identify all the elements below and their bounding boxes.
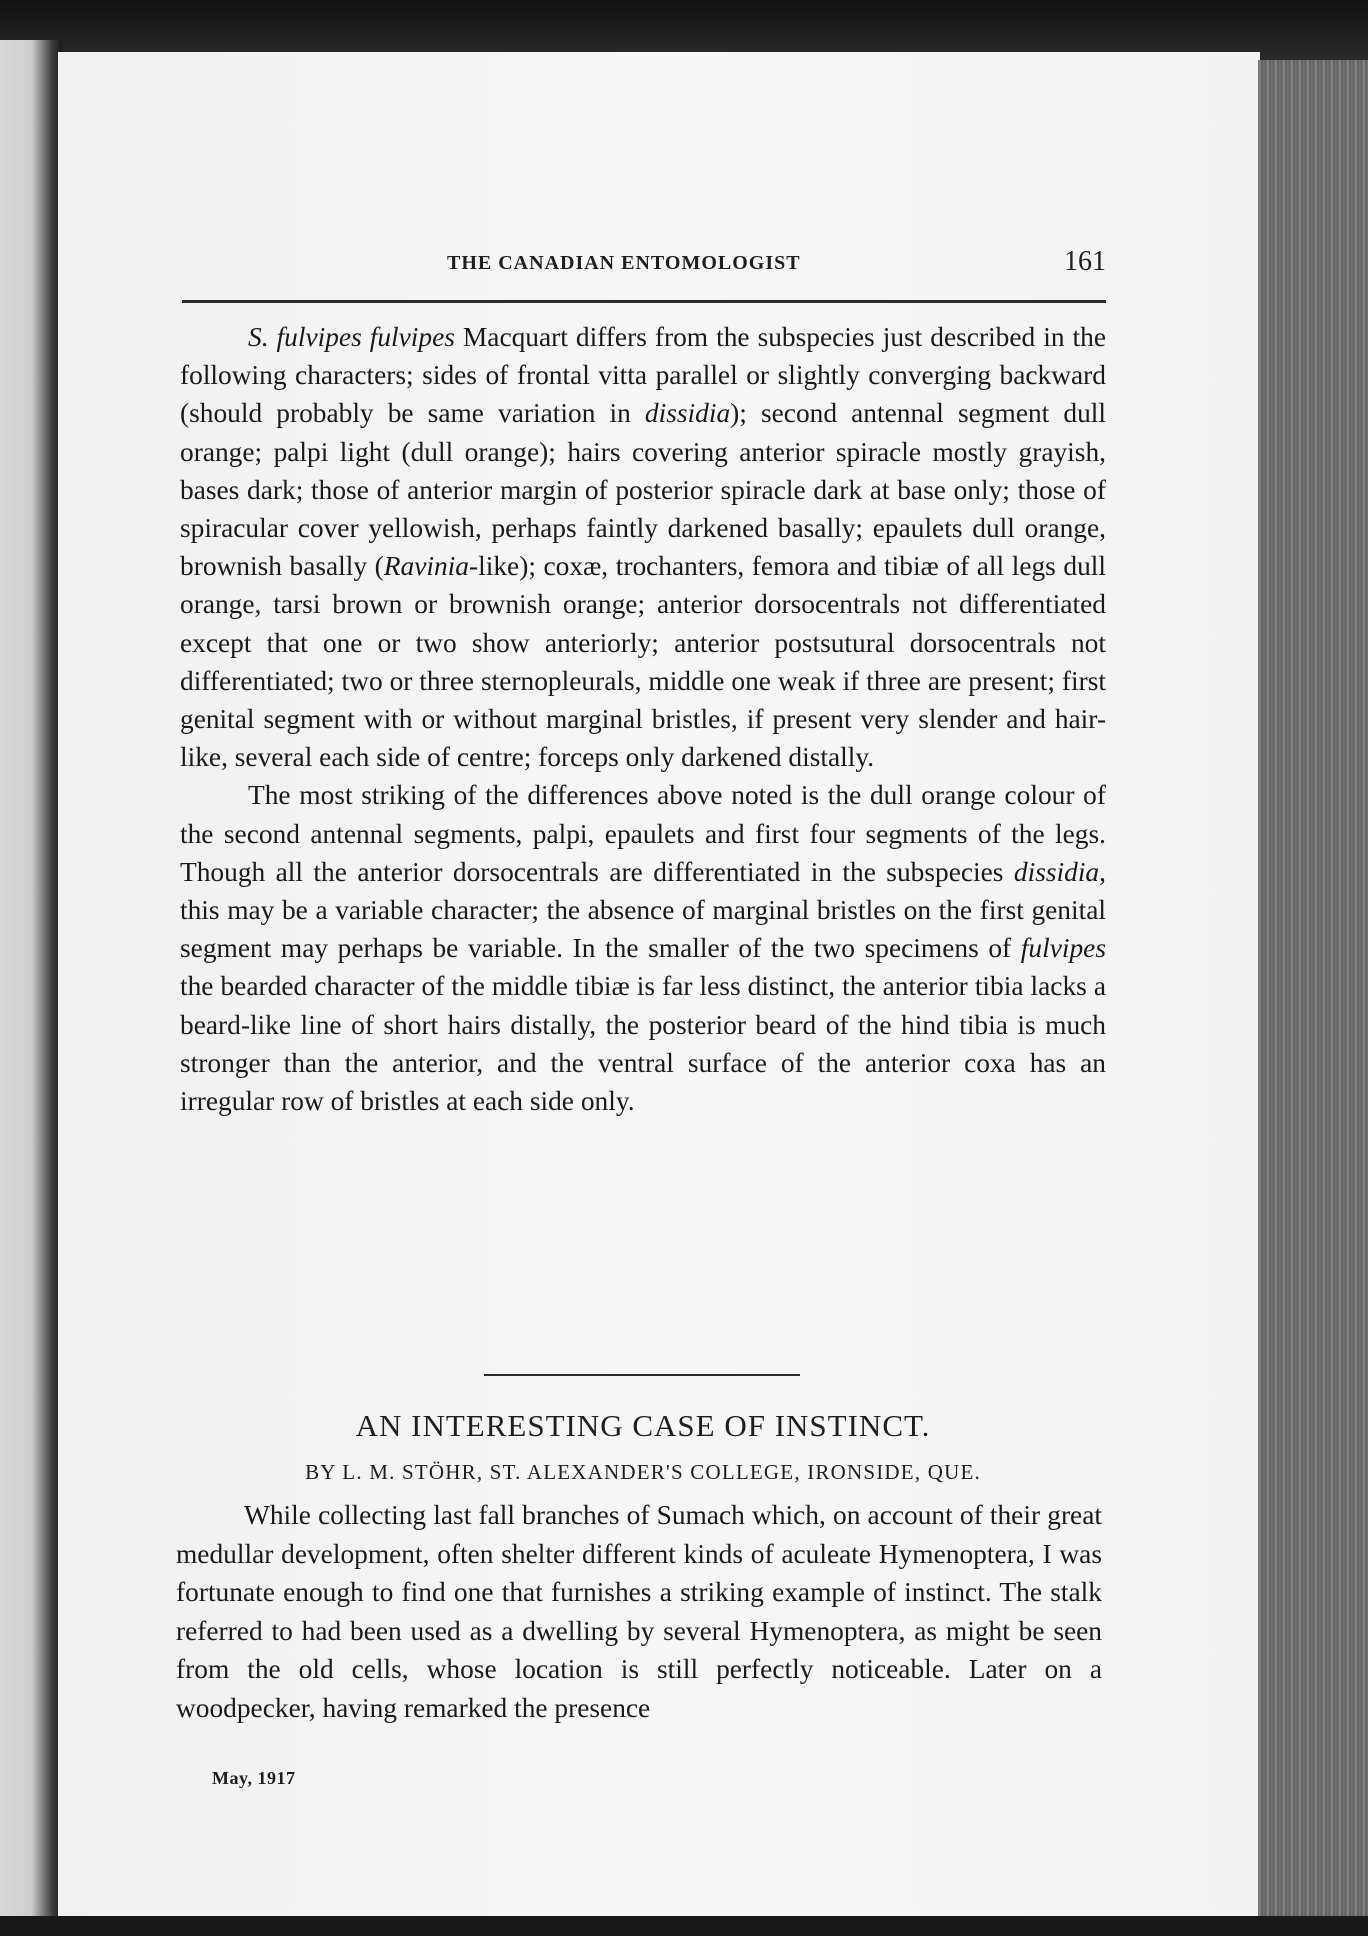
article-continuation xyxy=(180,318,1106,1120)
scan-left-margin xyxy=(0,40,62,1936)
species-name: S. fulvipes fulvipes xyxy=(248,322,455,352)
paragraph-2: The most striking of the differences above noted is the dull orange colour of the second antennal segments, palpi, epaulets and first four segments of the legs. Though all the anterior dorsocentrals are differentiated in the subspecies dissidia, this may be a variable character; the absence of marginal bristles on the first genital segment may perhaps be variable. In the smaller of the two specimens of fulvipes the bearded character of the middle tibiæ is far less distinct, the anterior tibia lacks a beard-like line of short hairs distally, the posterior beard of the hind tibia is much stronger than the anterior, and the ventral surface of the anterior coxa has an irregular row of bristles at each side only. xyxy=(180,780,1106,1117)
article-byline: BY L. M. STÖHR, ST. ALEXANDER'S COLLEGE, IRONSIDE, QUE. xyxy=(305,1460,981,1484)
issue-date: May, 1917 xyxy=(212,1768,296,1788)
paragraph-1: S. fulvipes fulvipes Macquart differs from the subspecies just described in the following characters; sides of frontal vitta parallel or slightly converging backward (should probably be same variation in dissidia); second antennal segment dull orange; palpi light (dull orange); hairs covering anterior spiracle mostly grayish, bases dark; those of anterior margin of posterior spiracle dark at base only; those of spiracular cover yellowish, perhaps faintly darkened basally; epaulets dull orange, brownish basally (Ravinia-like); coxæ, trochanters, femora and tibiæ of all legs dull orange, tarsi brown or brownish orange; anterior dorsocentrals not differentiated except that one or two show anteriorly; anterior postsutural dorsocentrals not differentiated; two or three sternopleurals, middle one weak if three are present; first genital segment with or without marginal bristles, if present very slender and hair-like, several each side of centre; forceps only darkened distally. xyxy=(180,322,1107,773)
running-title: THE CANADIAN ENTOMOLOGIST xyxy=(447,252,801,274)
paragraph-3: While collecting last fall branches of Sumach which, on account of their great medullar development, often shelter different kinds of aculeate Hymenoptera, I was fortunate enough to find one that furnishes a striking example of instinct. The stalk referred to had been used as a dwelling by several Hymenoptera, as might be seen from the old cells, whose location is still perfectly noticeable. Later on a woodpecker, having remarked the presence xyxy=(176,1500,1102,1723)
section-divider xyxy=(484,1374,800,1376)
page-number: 161 xyxy=(1064,246,1106,277)
article-title: AN INTERESTING CASE OF INSTINCT. xyxy=(355,1408,931,1443)
page-edge-stack xyxy=(1258,60,1368,1936)
scan-top-border xyxy=(0,0,1368,60)
page-header xyxy=(182,246,1106,292)
scan-bottom-border xyxy=(0,1916,1368,1936)
article-body xyxy=(176,1496,1102,1728)
header-rule xyxy=(182,300,1106,303)
